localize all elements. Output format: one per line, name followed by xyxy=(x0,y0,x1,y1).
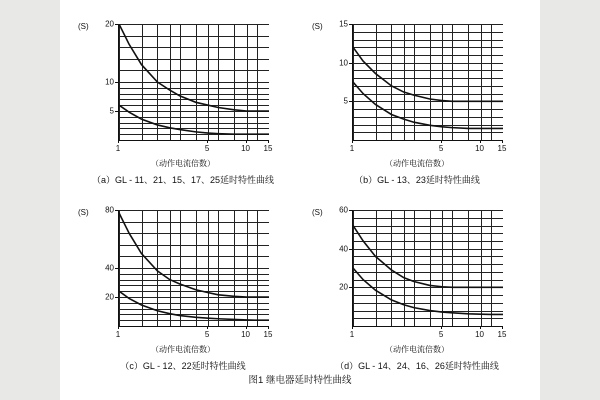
y-axis-tick-mark xyxy=(349,24,352,25)
x-axis-tick-mark xyxy=(268,140,269,143)
x-axis-tick-mark xyxy=(118,326,119,329)
figure-caption: 图1 继电器延时特性曲线 xyxy=(248,375,352,386)
chart-panel-a xyxy=(78,10,288,185)
x-axis-tick-label: 5 xyxy=(438,144,444,153)
x-axis-tick-mark xyxy=(502,326,503,329)
plot-area-a xyxy=(118,24,269,141)
x-axis-tick-mark xyxy=(118,140,119,143)
y-axis-tick-label: 80 xyxy=(105,205,114,215)
y-axis-tick-label: 40 xyxy=(105,263,114,273)
curve-upper-curve xyxy=(119,213,269,297)
y-axis-tick-label: 20 xyxy=(105,19,114,29)
y-axis-unit-c: (S) xyxy=(78,208,89,217)
panel-caption-c: （c）GL - 12、22延时特性曲线 xyxy=(120,361,246,371)
y-axis-tick-mark xyxy=(349,249,352,250)
x-axis-tick-mark xyxy=(246,140,247,143)
y-axis-tick-mark xyxy=(115,111,118,112)
x-axis-label-c: （动作电流倍数） xyxy=(151,345,215,354)
y-axis-unit-a: (S) xyxy=(78,22,89,31)
x-axis-tick-label: 1 xyxy=(349,144,355,153)
x-axis-tick-label: 10 xyxy=(475,330,484,339)
x-axis-tick-label: 15 xyxy=(263,144,273,153)
x-axis-label-b: （动作电流倍数） xyxy=(385,159,449,168)
curve-upper-curve xyxy=(119,24,269,111)
x-axis-tick-label: 15 xyxy=(497,330,507,339)
x-axis-tick-mark xyxy=(480,326,481,329)
x-axis-tick-mark xyxy=(207,326,208,329)
y-axis-tick-label: 15 xyxy=(339,19,348,29)
x-axis-tick-mark xyxy=(441,326,442,329)
x-axis-tick-mark xyxy=(207,140,208,143)
y-axis-tick-mark xyxy=(115,297,118,298)
x-axis-tick-mark xyxy=(268,326,269,329)
y-axis-tick-label: 5 xyxy=(109,106,114,116)
x-axis-label-d: （动作电流倍数） xyxy=(385,345,449,354)
plot-area-d xyxy=(352,210,503,327)
curve-upper-curve xyxy=(353,47,503,101)
y-axis-tick-mark xyxy=(349,101,352,102)
chart-panel-b xyxy=(312,10,522,185)
y-axis-tick-mark xyxy=(349,210,352,211)
figure-sheet xyxy=(60,0,540,400)
x-axis-tick-label: 1 xyxy=(115,330,121,339)
x-axis-label-a: （动作电流倍数） xyxy=(151,159,215,168)
y-axis-tick-label: 40 xyxy=(339,244,348,254)
y-axis-tick-mark xyxy=(115,268,118,269)
curve-upper-curve xyxy=(353,225,503,287)
x-axis-tick-label: 5 xyxy=(204,330,210,339)
panel-caption-a: （a）GL - 11、21、15、17、25延时特性曲线 xyxy=(91,175,275,185)
x-axis-tick-label: 15 xyxy=(263,330,273,339)
curve-lower-curve xyxy=(353,268,503,314)
curve-lower-curve xyxy=(119,291,269,320)
curve-group xyxy=(119,24,269,140)
y-axis-tick-mark xyxy=(115,24,118,25)
y-axis-tick-label: 20 xyxy=(105,292,114,302)
plot-area-c xyxy=(118,210,269,327)
x-axis-tick-mark xyxy=(352,326,353,329)
y-axis-unit-b: (S) xyxy=(312,22,323,31)
x-axis-tick-label: 5 xyxy=(438,330,444,339)
x-axis-tick-label: 1 xyxy=(349,330,355,339)
x-axis-tick-mark xyxy=(441,140,442,143)
y-axis-tick-label: 10 xyxy=(339,58,348,68)
x-axis-tick-label: 10 xyxy=(475,144,484,153)
y-axis-tick-mark xyxy=(115,82,118,83)
panel-caption-d: （d）GL - 14、24、16、26延时特性曲线 xyxy=(335,361,499,371)
x-axis-tick-mark xyxy=(480,140,481,143)
y-axis-tick-label: 5 xyxy=(343,96,348,106)
chart-panel-c xyxy=(78,196,288,371)
x-axis-tick-label: 5 xyxy=(204,144,210,153)
chart-panel-d xyxy=(312,196,522,371)
curve-lower-curve xyxy=(119,105,269,134)
y-axis-tick-label: 10 xyxy=(105,77,114,87)
x-axis-tick-mark xyxy=(502,140,503,143)
curve-lower-curve xyxy=(353,82,503,128)
y-axis-unit-d: (S) xyxy=(312,208,323,217)
plot-area-b xyxy=(352,24,503,141)
x-axis-tick-label: 15 xyxy=(497,144,507,153)
panel-caption-b: （b）GL - 13、23延时特性曲线 xyxy=(354,175,480,185)
x-axis-tick-mark xyxy=(246,326,247,329)
y-axis-tick-mark xyxy=(349,63,352,64)
curve-group xyxy=(119,210,269,326)
curve-group xyxy=(353,210,503,326)
y-axis-tick-label: 60 xyxy=(339,205,348,215)
curve-group xyxy=(353,24,503,140)
y-axis-tick-mark xyxy=(115,210,118,211)
y-axis-tick-mark xyxy=(349,287,352,288)
x-axis-tick-label: 10 xyxy=(241,330,250,339)
x-axis-tick-mark xyxy=(352,140,353,143)
x-axis-tick-label: 1 xyxy=(115,144,121,153)
x-axis-tick-label: 10 xyxy=(241,144,250,153)
y-axis-tick-label: 20 xyxy=(339,282,348,292)
